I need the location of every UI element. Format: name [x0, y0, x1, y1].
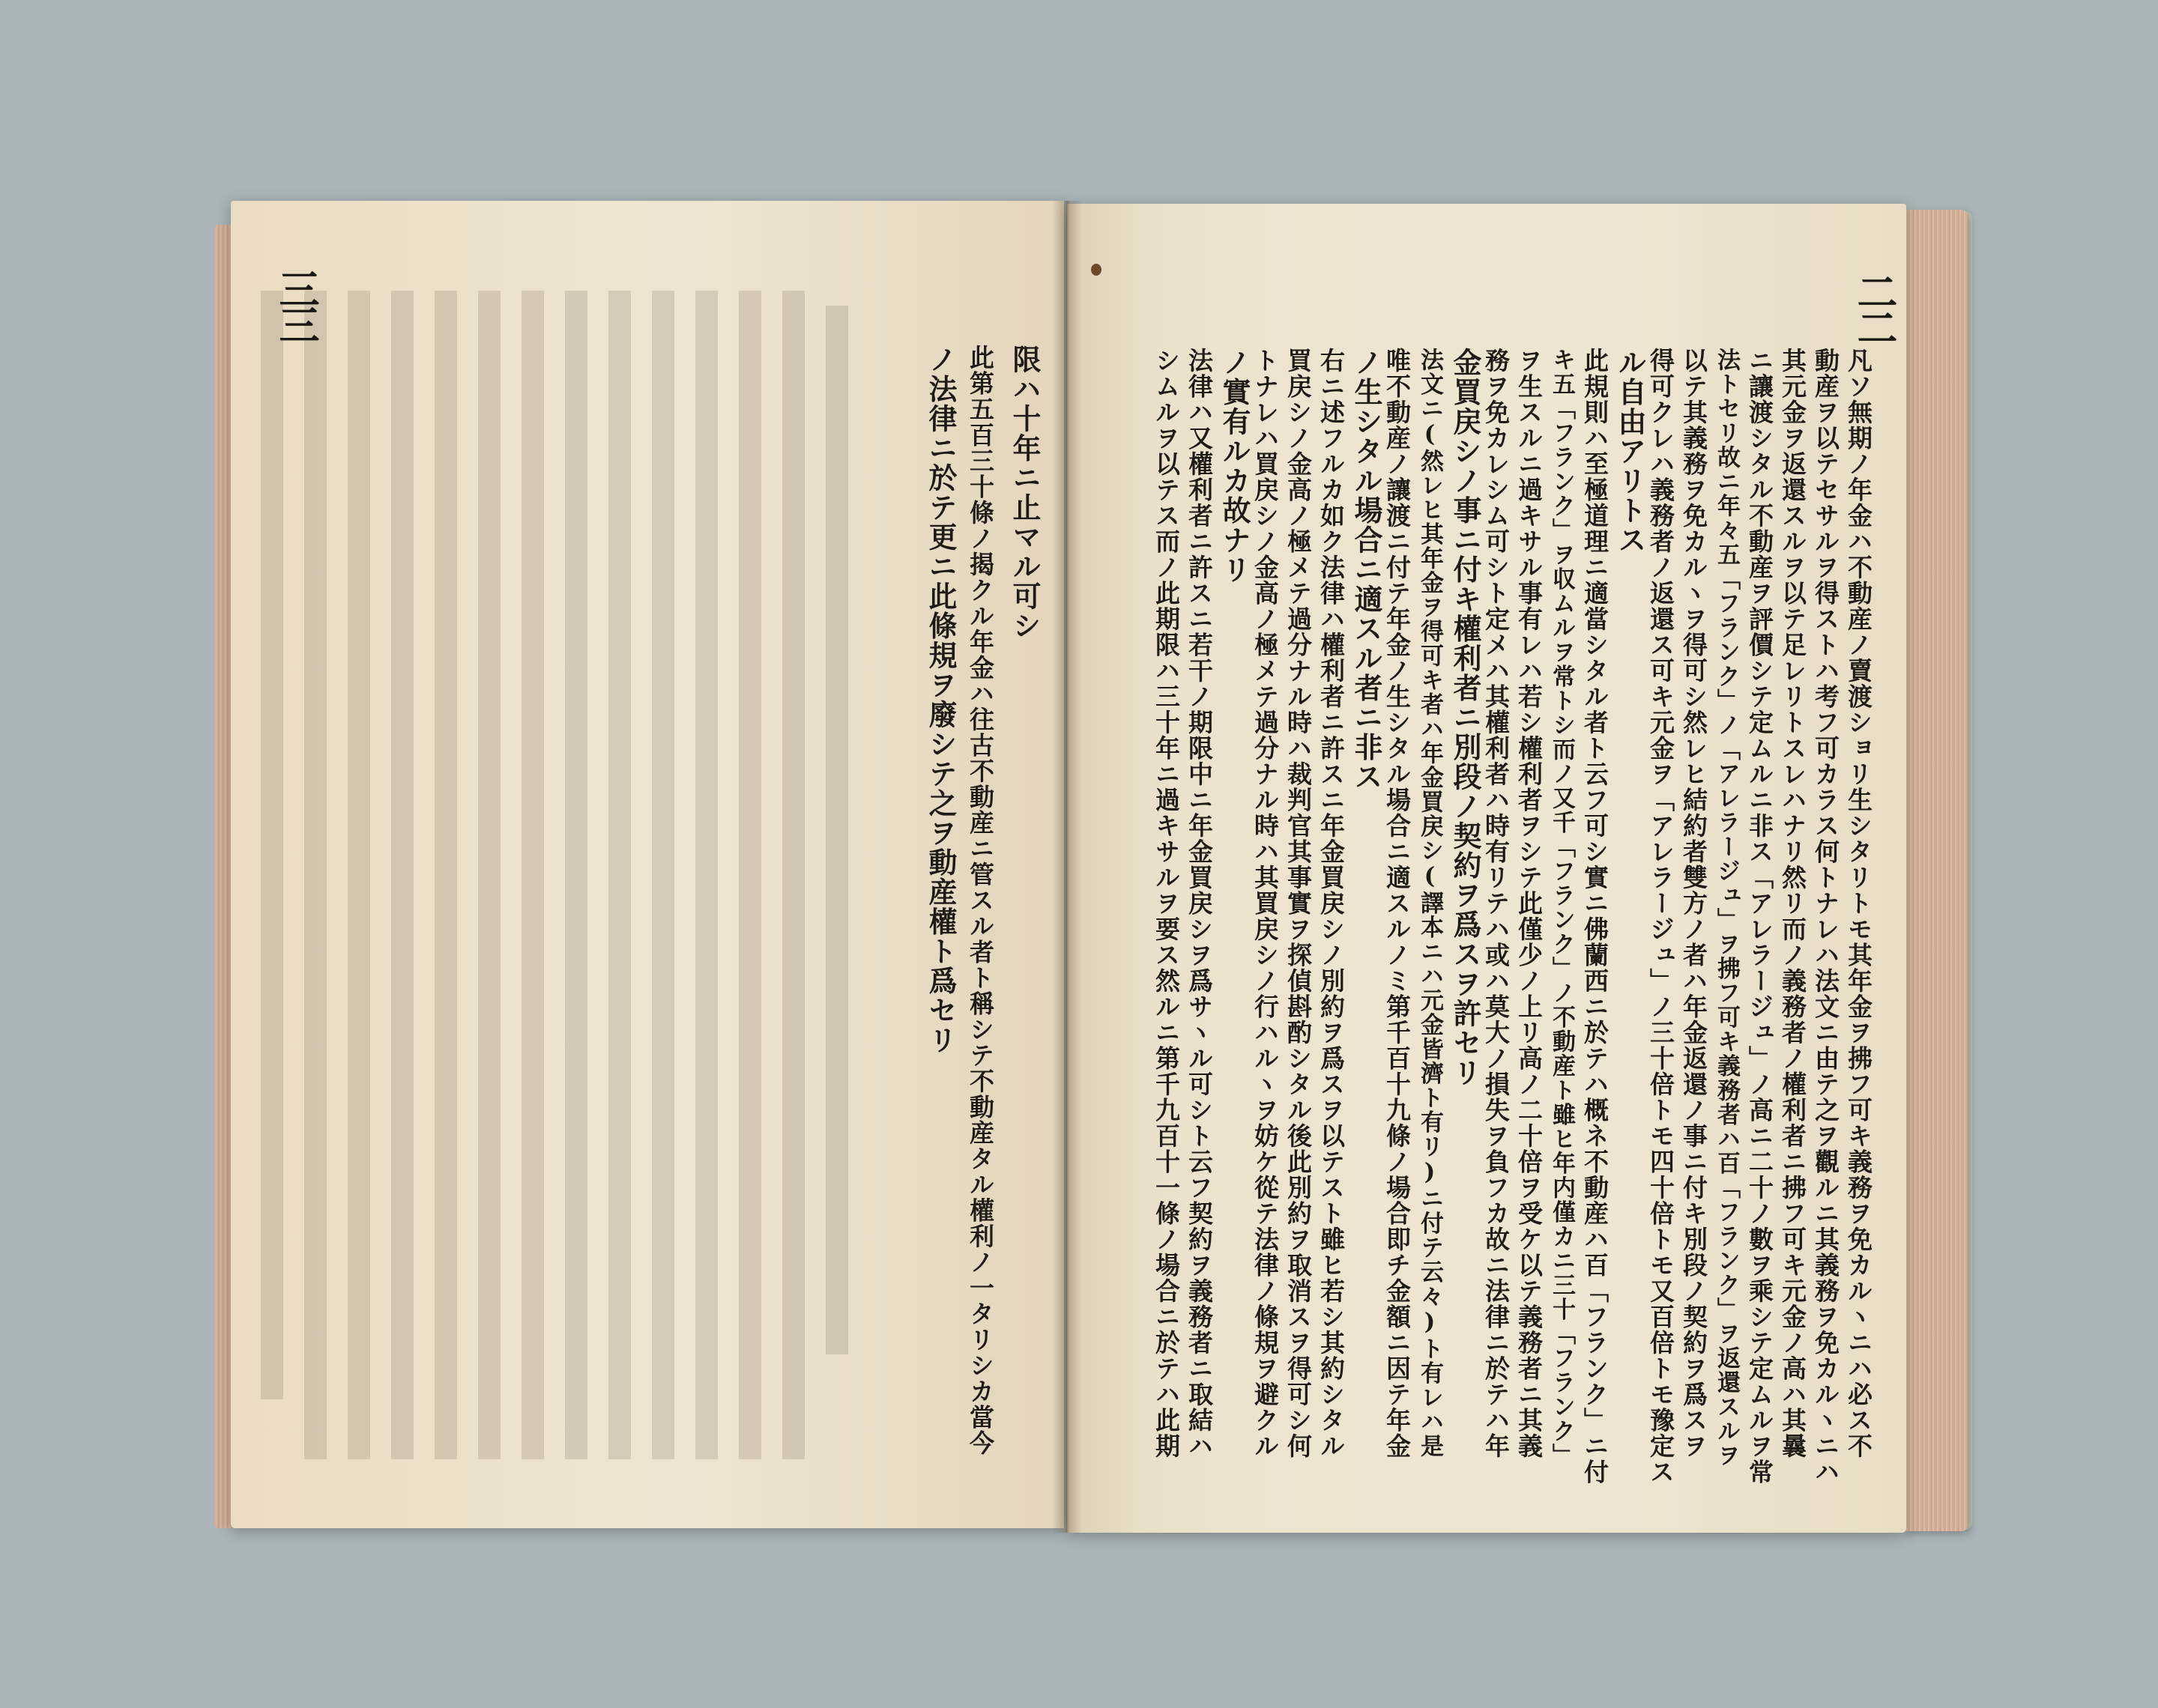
text-column: 此規則ハ至極道理ニ適當シタル者ト云フ可シ實ニ佛蘭西ニ於テハ概ネ不動産ハ百「フランク」ニ付: [1580, 348, 1610, 1485]
text-column: 得可クレハ義務者ノ返還ス可キ元金ヲ「アレラージュ」ノ三十倍トモ四十倍トモ又百倍トモ豫定ス: [1646, 348, 1675, 1485]
page-edges-right: [1903, 210, 1968, 1531]
text-column: ノ實有ルカ故ナリ: [1218, 348, 1251, 584]
text-column: トナレハ買戻シノ金高ノ極メテ過分ナル時ハ其買戻シノ行ハルヽヲ妨ケ從テ法律ノ條規ヲ避クル: [1251, 348, 1280, 1459]
text-column: キ五「フランク」ヲ収ムルヲ常トシ而ノ又千「フランク」ノ不動産ト雖ヒ年内僅カニ三十「フランク」: [1548, 348, 1575, 1468]
text-column: 法律ハ又權利者ニ許スニ若干ノ期限中ニ年金買戻シヲ爲サヽル可シト云フ契約ヲ義務者ニ取結ハ: [1185, 348, 1214, 1459]
text-column: 動産ヲ以テセサルヲ得ストハ考フ可カラス何トナレハ法文ニ由テ之ヲ觀ルニ其義務ヲ免カルヽニハ: [1811, 348, 1840, 1485]
text-column: ノ生シタル場合ニ適スル者ニ非ス: [1349, 348, 1383, 792]
text-column: 法文ニ(然レヒ其年金ヲ得可キ者ハ年金買戻シ(譯本ニハ元金皆濟ト有リ)ニ付テ云々)ト有レハ是: [1416, 348, 1443, 1459]
right-page: [1067, 204, 1906, 1533]
text-column: 凡ソ無期ノ年金ハ不動産ノ賣渡ショリ生シタリトモ其年金ヲ拂フ可キ義務ヲ免カルヽニハ必ス不: [1844, 348, 1873, 1459]
left-page: [231, 201, 1064, 1528]
page-number-left: 三三: [273, 268, 321, 340]
text-column: ヲ生スルニ過キサル事有レハ若シ權利者ヲシテ此僅少ノ上リ高ノ二十倍ヲ受ケ以テ義務者ニ其義: [1514, 348, 1544, 1459]
text-column: 以テ其義務ヲ免カルヽヲ得可シ然レヒ結約者雙方ノ者ハ年金返還ノ事ニ付キ別段ノ契約ヲ爲スヲ: [1679, 348, 1708, 1459]
text-column: 唯不動産ノ讓渡ニ付テ年金ノ生シタル場合ニ適スルノミ第千百十九條ノ場合即チ金額ニ因テ年金: [1382, 348, 1412, 1459]
text-column: 法トセリ故ニ年々五「フランク」ノ「アレラージュ」ヲ拂フ可キ義務者ハ百「フランク」ヲ返還スルヲ: [1713, 348, 1740, 1468]
ink-spot: [1091, 264, 1101, 276]
text-column: 限ハ十年ニ止マル可シ: [1008, 345, 1042, 640]
text-column: ル自由アリトス: [1613, 348, 1647, 555]
text-column: 務ヲ免カレシム可シト定メハ其權利者ハ時有リテハ或ハ莫大ノ損失ヲ負フカ故ニ法律ニ於テハ年: [1481, 348, 1511, 1459]
text-column: ノ法律ニ於テ更ニ此條規ヲ廢シテ之ヲ動産權ト爲セリ: [924, 345, 958, 1055]
text-column: 此第五百三十條ノ揭クル年金ハ往古不動産ニ管スル者ト稱シテ不動産タル權利ノ一タリシカ當今: [966, 345, 995, 1456]
text-column: 金買戻シノ事ニ付キ權利者ニ別段ノ契約ヲ爲スヲ許セリ: [1448, 348, 1482, 1088]
page-number-right: 二二: [1851, 271, 1899, 343]
text-column: ニ讓渡シタル不動産ヲ評價シテ定ムルニ非ス「アレラージュ」ノ高ニ二十ノ數ヲ乘シテ定ムルヲ常: [1745, 348, 1774, 1485]
book-gutter: [1052, 201, 1082, 1533]
text-column: 右ニ述フルカ如ク法律ハ權利者ニ許スニ年金買戻シノ別約ヲ爲スヲ以テスト雖ヒ若シ其約シタル: [1317, 348, 1346, 1459]
text-column: 買戻シノ金高ノ極メテ過分ナル時ハ裁判官其事實ヲ探偵斟酌シタル後此別約ヲ取消スヲ得可シ何: [1284, 348, 1313, 1459]
text-column: シムルヲ以テス而ノ此期限ハ三十年ニ過キサルヲ要ス然ルニ第千九百十一條ノ場合ニ於テハ此期: [1152, 348, 1181, 1459]
text-column: 其元金ヲ返還スルヲ以テ足レリトスレハナリ然リ而ノ義務者ノ權利者ニ拂フ可キ元金ノ高ハ其曩: [1778, 348, 1807, 1459]
